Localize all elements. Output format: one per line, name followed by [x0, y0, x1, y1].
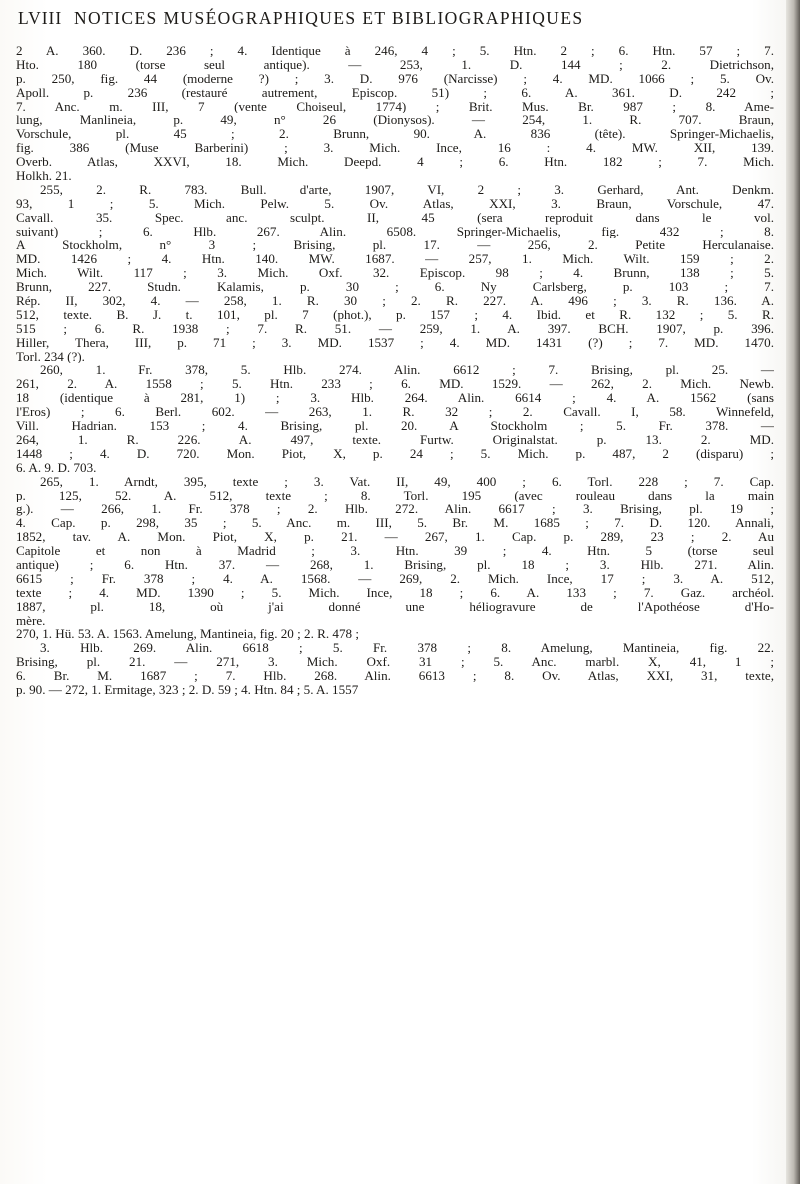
text-line: 1852, tav. A. Mon. Piot, X, p. 21. — 267, 1. Cap. p. 289, 23 ; 2. Au: [16, 530, 774, 545]
text-line: A Stockholm, n° 3 ; Brising, pl. 17. — 256, 2. Petite Herculanaise.: [16, 238, 774, 253]
text-line: p. 250, fig. 44 (moderne ?) ; 3. D. 976 (Narcisse) ; 4. MD. 1066 ; 5. Ov.: [16, 71, 774, 86]
text-line: Apoll. p. 236 (restauré autrement, Episcop. 51) ; 6. A. 361. D. 242 ;: [16, 85, 774, 100]
text-line: Holkh. 21.: [16, 169, 72, 183]
text-line: 260, 1. Fr. 378, 5. Hlb. 274. Alin. 6612 ; 7. Brising, pl. 25. —: [40, 363, 774, 378]
text-line: lung, Manlineia, p. 49, n° 26 (Dionysos). — 254, 1. R. 707. Braun,: [16, 113, 774, 128]
text-line: Vill. Hadrian. 153 ; 4. Brising, pl. 20. A Stockholm ; 5. Fr. 378. —: [16, 419, 774, 433]
text-line: 3. Hlb. 269. Alin. 6618 ; 5. Fr. 378 ; 8. Amelung, Mantineia, fig. 22.: [40, 641, 774, 656]
text-line: 93, 1 ; 5. Mich. Pelw. 5. Ov. Atlas, XXI, 3. Braun, Vorschule, 47.: [16, 196, 774, 211]
text-line: 1887, pl. 18, où j'ai donné une héliogravure de l'Apothéose d'Ho-: [16, 599, 774, 614]
text-line: g.). — 266, 1. Fr. 378 ; 2. Hlb. 272. Alin. 6617 ; 3. Brising, pl. 19 ;: [16, 502, 774, 517]
text-line: 6615 ; Fr. 378 ; 4. A. 1568. — 269, 2. Mich. Ince, 17 ; 3. A. 512,: [16, 571, 774, 586]
text-line: texte ; 4. MD. 1390 ; 5. Mich. Ince, 18 ; 6. A. 133 ; 7. Gaz. archéol.: [16, 585, 774, 600]
text-line: Vorschule, pl. 45 ; 2. Brunn, 90. A. 836 (tête). Springer-Michaelis,: [16, 127, 774, 142]
running-header: [16, 8, 776, 30]
text-line: 270, 1. Hü. 53. A. 1563. Amelung, Mantineia, fig. 20 ; 2. R. 478 ;: [16, 627, 359, 642]
text-line: Brunn, 227. Studn. Kalamis, p. 30 ; 6. Ny Carlsberg, p. 103 ; 7.: [16, 280, 774, 295]
text-line: Hiller, Thera, III, p. 71 ; 3. MD. 1537 ; 4. MD. 1431 (?) ; 7. MD. 1470.: [16, 335, 774, 350]
text-line: fig. 386 (Muse Barberini) ; 3. Mich. Ince, 16 : 4. MW. XII, 139.: [16, 141, 774, 156]
text-line: Rép. II, 302, 4. — 258, 1. R. 30 ; 2. R. 227. A. 496 ; 3. R. 136. A.: [16, 294, 774, 308]
text-line: Brising, pl. 21. — 271, 3. Mich. Oxf. 31 ; 5. Anc. marbl. X, 41, 1 ;: [16, 655, 774, 670]
text-line: 261, 2. A. 1558 ; 5. Htn. 233 ; 6. MD. 1529. — 262, 2. Mich. Newb.: [16, 377, 774, 392]
text-line: p. 125, 52. A. 512, texte ; 8. Torl. 195 (avec rouleau dans la main: [16, 488, 774, 503]
text-line: 2 A. 360. D. 236 ; 4. Identique à 246, 4 ; 5. Htn. 2 ; 6. Htn. 57 ; 7.: [16, 44, 774, 58]
running-title: NOTICES MUSÉOGRAPHIQUES ET BIBLIOGRAPHIQUES: [74, 8, 584, 28]
text-line: Cavall. 35. Spec. anc. sculpt. II, 45 (sera reproduit dans le vol.: [16, 210, 774, 225]
text-line: MD. 1426 ; 4. Htn. 140. MW. 1687. — 257, 1. Mich. Wilt. 159 ; 2.: [16, 252, 774, 267]
text-line: l'Eros) ; 6. Berl. 602. — 263, 1. R. 32 ; 2. Cavall. I, 58. Winnefeld,: [16, 405, 774, 420]
text-line: Mich. Wilt. 117 ; 3. Mich. Oxf. 32. Episcop. 98 ; 4. Brunn, 138 ; 5.: [16, 266, 774, 281]
text-line: 512, texte. B. J. t. 101, pl. 7 (phot.), p. 157 ; 4. Ibid. et R. 132 ; 5. R.: [16, 307, 774, 322]
text-line: 265, 1. Arndt, 395, texte ; 3. Vat. II, 49, 400 ; 6. Torl. 228 ; 7. Cap.: [40, 474, 774, 489]
text-line: Overb. Atlas, XXVI, 18. Mich. Deepd. 4 ; 6. Htn. 182 ; 7. Mich.: [16, 155, 774, 170]
text-line: 7. Anc. m. III, 7 (vente Choiseul, 1774) ; Brit. Mus. Br. 987 ; 8. Ame-: [16, 99, 774, 114]
text-line: mère.: [16, 613, 46, 628]
text-line: 6. A. 9. D. 703.: [16, 460, 97, 475]
text-line: 264, 1. R. 226. A. 497, texte. Furtw. Originalstat. p. 13. 2. MD.: [16, 432, 774, 447]
text-line: 255, 2. R. 783. Bull. d'arte, 1907, VI, 2 ; 3. Gerhard, Ant. Denkm.: [40, 182, 774, 197]
text-line: Capitole et non à Madrid ; 3. Htn. 39 ; 4. Htn. 5 (torse seul: [16, 544, 774, 558]
text-line: 515 ; 6. R. 1938 ; 7. R. 51. — 259, 1. A. 397. BCH. 1907, p. 396.: [16, 321, 774, 336]
text-line: 18 (identique à 281, 1) ; 3. Hlb. 264. Alin. 6614 ; 4. A. 1562 (sans: [16, 391, 774, 406]
text-line: p. 90. — 272, 1. Ermitage, 323 ; 2. D. 59 ; 4. Htn. 84 ; 5. A. 1557: [16, 682, 359, 697]
text-line: 4. Cap. p. 298, 35 ; 5. Anc. m. III, 5. Br. M. 1685 ; 7. D. 120. Annali,: [16, 516, 774, 531]
page-edge-shadow: [786, 0, 800, 1184]
text-line: antique) ; 6. Htn. 37. — 268, 1. Brising, pl. 18 ; 3. Hlb. 271. Alin.: [16, 557, 774, 572]
page-number: LVIII: [18, 8, 63, 28]
text-line: Hto. 180 (torse seul antique). — 253, 1. D. 144 ; 2. Dietrichson,: [16, 57, 774, 72]
text-line: suivant) ; 6. Hlb. 267. Alin. 6508. Springer-Michaelis, fig. 432 ; 8.: [16, 224, 774, 239]
text-line: 6. Br. M. 1687 ; 7. Hlb. 268. Alin. 6613 ; 8. Ov. Atlas, XXI, 31, texte,: [16, 669, 774, 683]
text-body: [16, 44, 774, 697]
text-line: 1448 ; 4. D. 720. Mon. Piot, X, p. 24 ; 5. Mich. p. 487, 2 (disparu) ;: [16, 446, 774, 461]
text-line: Torl. 234 (?).: [16, 349, 85, 364]
